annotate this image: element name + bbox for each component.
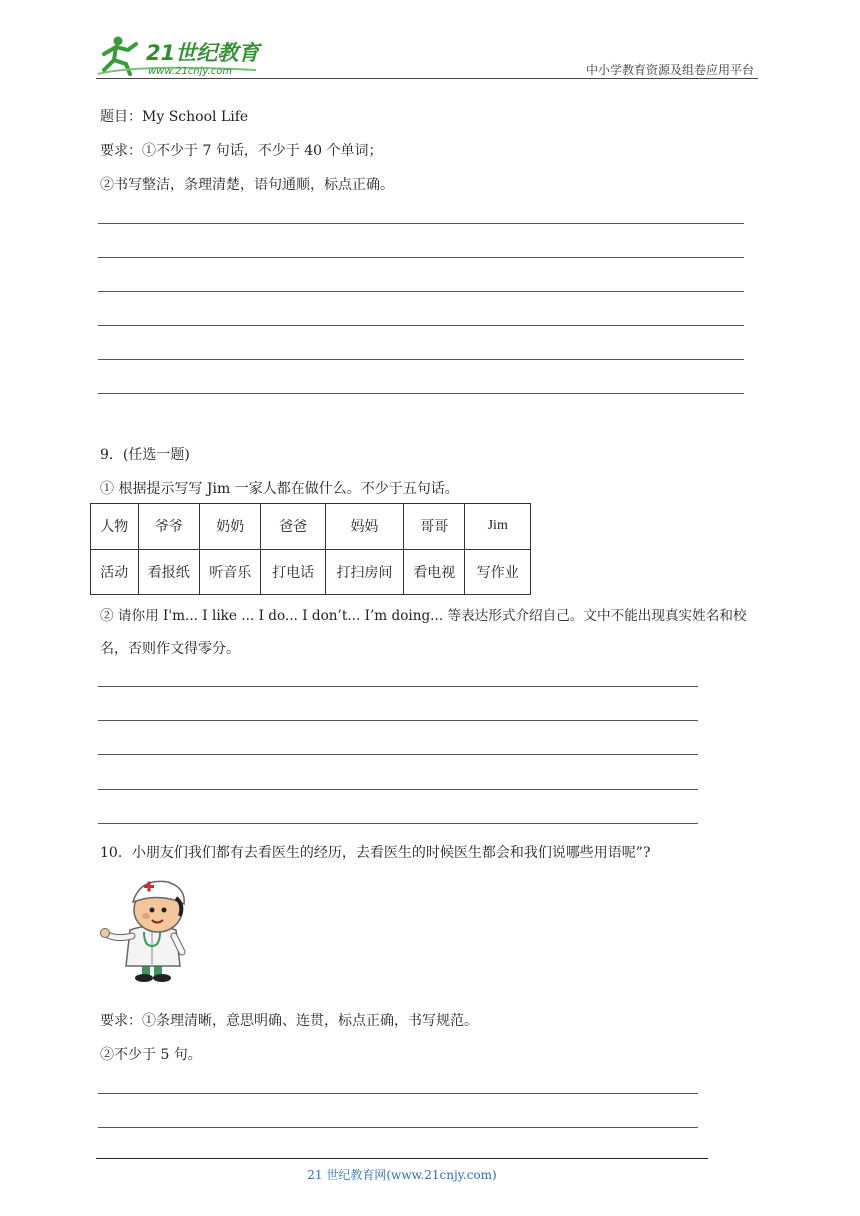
answer-line[interactable] — [98, 1127, 698, 1128]
answer-line[interactable] — [98, 393, 744, 394]
answer-line[interactable] — [98, 789, 698, 790]
table-row-people — [91, 504, 531, 550]
answer-line[interactable] — [98, 754, 698, 755]
footer-rule — [96, 1158, 708, 1159]
table-cell: 奶奶 — [200, 504, 261, 550]
doctor-icon — [100, 874, 196, 984]
family-activity-table — [90, 503, 531, 595]
platform-name: 中小学教育资源及组卷应用平台 — [585, 63, 754, 77]
table-cell: 听音乐 — [200, 549, 261, 595]
answer-line[interactable] — [98, 1093, 698, 1094]
table-cell: 看电视 — [404, 549, 465, 595]
table-cell: 爸爸 — [261, 504, 325, 550]
table-cell: 人物 — [91, 504, 139, 550]
header-rule — [96, 78, 758, 79]
q8-topic: 题目：My School Life — [100, 109, 249, 125]
logo-url: www.21cnjy.com — [148, 66, 233, 77]
q9-title: 9．(任选一题) — [100, 447, 190, 463]
table-cell: Jim — [465, 504, 531, 550]
table-cell: 打扫房间 — [325, 549, 403, 595]
answer-line[interactable] — [98, 359, 744, 360]
q10-requirement-2: ②不少于 5 句。 — [100, 1047, 202, 1063]
answer-line[interactable] — [98, 257, 744, 258]
runner-icon — [96, 34, 266, 80]
table-cell: 爷爷 — [138, 504, 199, 550]
q9-option-2-line-2: 名，否则作文得零分。 — [100, 641, 240, 657]
q8-requirement-2: ②书写整洁，条理清楚，语句通顺，标点正确。 — [100, 177, 394, 193]
site-logo — [96, 34, 266, 80]
q9-option-2-line-1: ② 请你用 I'm... I like ... I do... I don’t... I’m doing... 等表达形式介绍自己。文中不能出现真实姓名和校 — [100, 608, 747, 624]
logo-text: 21世纪教育 — [146, 41, 260, 65]
q10-requirement-1: 要求：①条理清晰，意思明确、连贯，标点正确，书写规范。 — [100, 1013, 478, 1029]
table-cell: 妈妈 — [325, 504, 403, 550]
q9-option-1: ① 根据提示写写 Jim 一家人都在做什么。不少于五句话。 — [100, 481, 459, 497]
answer-line[interactable] — [98, 223, 744, 224]
answer-line[interactable] — [98, 291, 744, 292]
doctor-illustration — [100, 874, 196, 984]
answer-line[interactable] — [98, 720, 698, 721]
table-row-activity — [91, 549, 531, 595]
table-cell: 看报纸 — [138, 549, 199, 595]
answer-line[interactable] — [98, 686, 698, 687]
table-cell: 活动 — [91, 549, 139, 595]
q10-title: 10．小朋友们我们都有去看医生的经历，去看医生的时候医生都会和我们说哪些用语呢”? — [100, 845, 651, 861]
table-cell: 哥哥 — [404, 504, 465, 550]
footer-link[interactable]: 21 世纪教育网(www.21cnjy.com) — [307, 1168, 497, 1182]
table-cell: 写作业 — [465, 549, 531, 595]
answer-line[interactable] — [98, 823, 698, 824]
answer-line[interactable] — [98, 325, 744, 326]
table-cell: 打电话 — [261, 549, 325, 595]
q8-requirement-1: 要求：①不少于 7 句话，不少于 40 个单词； — [100, 143, 383, 159]
